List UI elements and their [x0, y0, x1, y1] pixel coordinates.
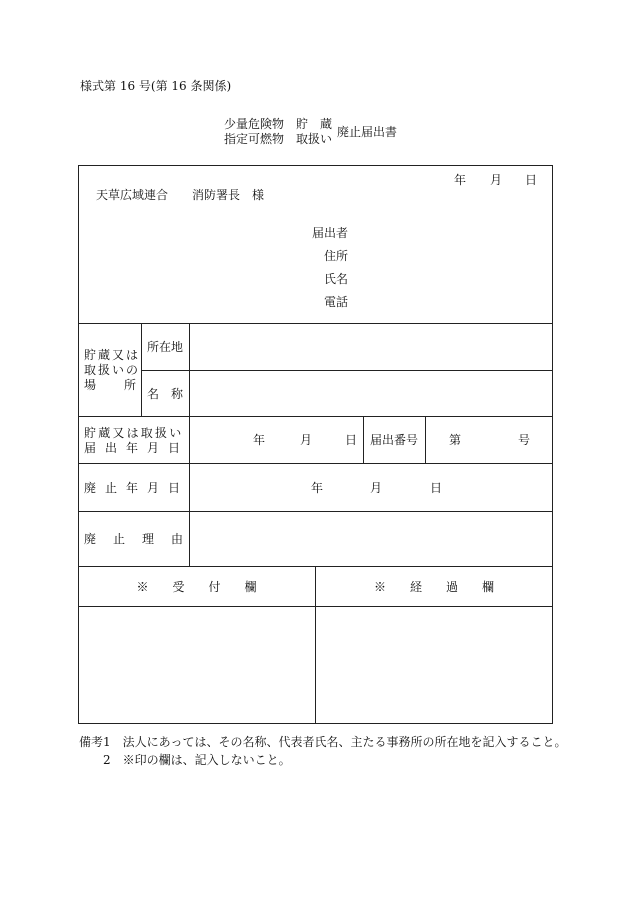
divider	[78, 323, 553, 324]
abolition-reason-label: 廃止理由	[84, 532, 201, 546]
receipt-column-header: ※ 受 付 欄	[136, 580, 257, 594]
location-label-line-3	[84, 378, 136, 392]
addressee: 天草広域連合 消防署長 様	[96, 188, 265, 202]
divider	[78, 416, 553, 417]
divider	[141, 370, 553, 371]
progress-column-header: ※ 経 過 欄	[373, 580, 494, 594]
note-line-2: 2 ※印の欄は、記入しないこと。	[79, 753, 291, 767]
divider	[78, 511, 553, 512]
location-name-char: 名	[147, 387, 160, 401]
divider	[425, 416, 426, 463]
abolition-date-month: 月	[370, 481, 383, 495]
abolition-date-day: 日	[430, 481, 443, 495]
notification-date-month: 月	[300, 433, 313, 447]
title-line-1: 少量危険物 貯 蔵	[224, 117, 333, 131]
location-address-label: 所在地	[147, 340, 184, 354]
notification-label-line-1: 貯蔵又は取扱い	[84, 426, 184, 440]
location-label-char: 場	[84, 378, 97, 392]
notification-number-prefix: 第	[449, 433, 462, 447]
applicant-label: 届出者	[312, 226, 349, 240]
form-number: 様式第 16 号(第 16 条関係)	[80, 79, 232, 93]
divider	[141, 323, 142, 416]
location-label-line-2: 取扱いの	[84, 363, 141, 377]
location-label-line-1: 貯蔵又は	[84, 348, 141, 362]
abolition-date-label: 廃止年月日	[84, 481, 190, 495]
title-suffix: 廃止届出書	[337, 125, 398, 139]
applicant-address-label: 住所	[324, 249, 349, 263]
notification-number-label: 届出番号	[370, 433, 419, 447]
location-name-label	[147, 387, 183, 401]
abolition-date-year: 年	[311, 481, 324, 495]
divider	[78, 463, 553, 464]
location-name-char: 称	[170, 387, 183, 401]
applicant-name-label: 氏名	[324, 272, 349, 286]
title-line-2: 指定可燃物 取扱い	[224, 132, 333, 146]
location-label-char: 所	[123, 378, 136, 392]
applicant-phone-label: 電話	[324, 295, 349, 309]
notification-label-line-2: 届出年月日	[84, 441, 190, 455]
notification-date-day: 日	[345, 433, 358, 447]
divider	[189, 323, 190, 566]
notification-date-year: 年	[253, 433, 266, 447]
note-line-1: 備考1 法人にあっては、その名称、代表者氏名、主たる事務所の所在地を記入すること。	[79, 735, 567, 749]
header-date-year: 年	[454, 173, 467, 187]
notification-number-suffix: 号	[518, 433, 531, 447]
divider	[363, 416, 364, 463]
header-date-month: 月	[490, 173, 503, 187]
header-date-day: 日	[525, 173, 538, 187]
